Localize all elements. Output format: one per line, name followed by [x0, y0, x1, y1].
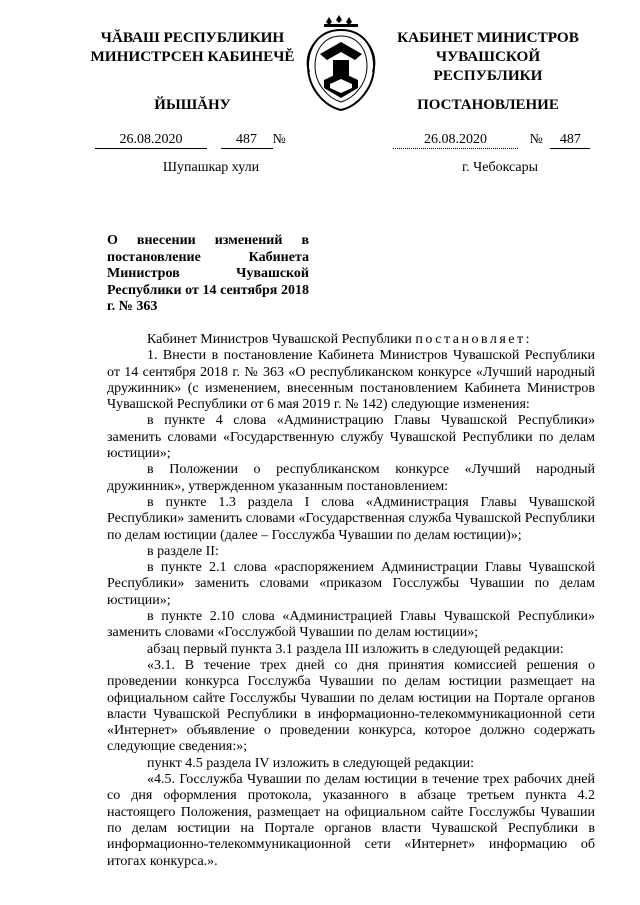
- body-paragraph: «3.1. В течение трех дней со дня принятия комиссией решения о проведении конкурса Госслужба Чувашии по делам юстиции размещает на официальном сайте Госслужбы Чувашии по делам юстиции на Портале органов власти Чувашской Республики в информационно-телекоммуникационной сети «Интернет» объявление о проведении конкурса, которое должно содержать следующие сведения:»;: [107, 657, 595, 755]
- body-paragraph: в пункте 4 слова «Администрацию Главы Чувашской Республики» заменить словами «Государственную службу Чувашской Республики по делам юстиции»;: [107, 413, 595, 462]
- body-paragraph: в пункте 2.10 слова «Администрацией Главы Чувашской Республики» заменить словами «Госслужбой Чувашии по делам юстиции»;: [107, 609, 595, 641]
- header-right-line1: КАБИНЕТ МИНИСТРОВ: [397, 29, 579, 46]
- date-number-left: [95, 132, 305, 150]
- number-right: 487: [550, 132, 590, 149]
- preamble: Кабинет Министров Чувашской Республики постановляет:: [147, 332, 533, 347]
- body-paragraph: абзац первый пункта 3.1 раздела III изложить в следующей редакции:: [147, 641, 564, 657]
- body-paragraph: в разделе II:: [147, 543, 219, 559]
- number-sign-right: №: [529, 132, 543, 147]
- date-right: 26.08.2020: [393, 132, 518, 149]
- body-paragraph: пункт 4.5 раздела IV изложить в следующей редакции:: [147, 755, 475, 771]
- doc-type-left: ЙЫШĂНУ: [154, 97, 231, 113]
- place-right: г. Чебоксары: [461, 160, 539, 175]
- doc-type-right: ПОСТАНОВЛЕНИЕ: [417, 97, 559, 113]
- body-paragraph: в пункте 1.3 раздела I слова «Администрация Главы Чувашской Республики» заменить словами «Государственная служба Чувашской Республики по делам юстиции (далее – Госслужба Чувашии по делам юстиции)»;: [107, 494, 595, 543]
- document-body: [107, 332, 595, 870]
- number-left: 487: [221, 132, 273, 149]
- date-number-right: [393, 132, 593, 150]
- number-sign-left: №: [272, 132, 286, 147]
- body-paragraph: в пункте 2.1 слова «распоряжением Администрации Главы Чувашской Республики» заменить словами «приказом Госслужбы Чувашии по делам юстиции»;: [107, 560, 595, 608]
- chuvash-coat-of-arms-icon: [300, 14, 382, 112]
- date-left: 26.08.2020: [95, 132, 207, 149]
- header-left-line1: ЧĂВАШ РЕСПУБЛИКИН: [100, 29, 285, 46]
- document-subject: О внесении изменений в постановление Кабинета Министров Чувашской Республики от 14 сентября 2018 г. № 363: [107, 233, 309, 314]
- place-left: Шупашкар хули: [162, 160, 260, 175]
- body-paragraph: 1. Внести в постановление Кабинета Министров Чувашской Республики от 14 сентября 2018 г. № 363 «О республиканском конкурсе «Лучший народный дружинник» (с изменением, внесенным постановлением Кабинета Министров Чувашской Республики от 6 мая 2019 г. № 142) следующие изменения:: [107, 348, 595, 413]
- preamble-decree-word: постановляет:: [415, 332, 533, 347]
- header-right-line2: ЧУВАШСКОЙ РЕСПУБЛИКИ: [433, 48, 543, 84]
- body-paragraph: «4.5. Госслужба Чувашии по делам юстиции в течение трех рабочих дней со дня оформления протокола, указанного в абзаце третьем пункта 4.2 настоящего Положения, размещает на официальном сайте Госслужбы Чувашии по делам юстиции на Портале органов власти Чувашской Республики в информационно-телекоммуникационной сети «Интернет» информацию об итогах конкурса.».: [107, 772, 595, 869]
- body-paragraph: в Положении о республиканском конкурсе «Лучший народный дружинник», утвержденном указанным постановлением:: [107, 462, 595, 494]
- header-left-title: [90, 28, 295, 66]
- header-right-title: [388, 28, 588, 85]
- header-left-line2: МИНИСТРСЕН КАБИНЕЧĚ: [90, 48, 295, 65]
